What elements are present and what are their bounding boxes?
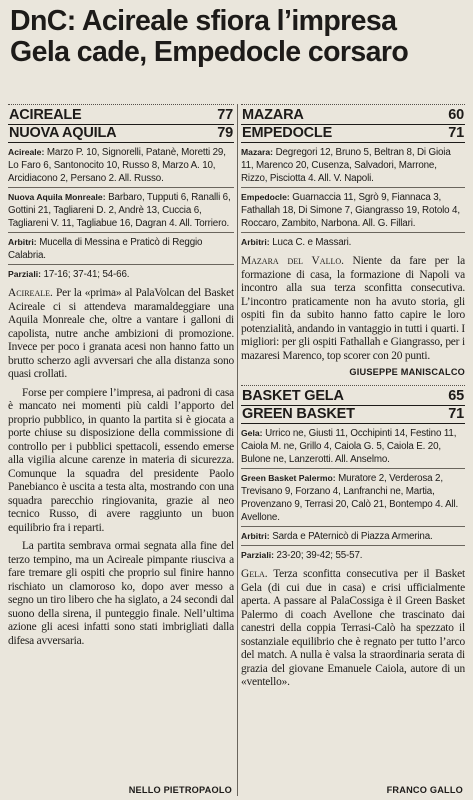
lineup-away: Nuova Aquila Monreale: Barbaro, Tupputi 6, Ranalli 6, Gottini 21, Tagliareni D. 2, Andrè 13, Cuccia 6, Tagliareni V. 11, Tagliabue 16, Dagran 4. All. Torriero. — [8, 191, 234, 233]
dotted-divider — [241, 385, 465, 386]
team-score: 79 — [217, 125, 233, 141]
article-columns — [8, 104, 465, 796]
team-name: NUOVA AQUILA — [9, 125, 117, 141]
dotted-divider — [241, 104, 465, 105]
score-row-home — [8, 107, 234, 125]
team-name: EMPEDOCLE — [242, 125, 333, 141]
lineup-home: Acireale: Marzo P. 10, Signorelli, Patanè, Moretti 29, Lo Faro 6, Santonocito 10, Russo 8, Marzo A. 10, Arcidiacono 2, Persano 2. All. Russo. — [8, 146, 234, 188]
team-score: 71 — [448, 125, 464, 141]
score-row-away — [241, 406, 465, 424]
score-row-home — [241, 107, 465, 125]
headline — [10, 6, 465, 68]
team-name: ACIREALE — [9, 107, 82, 123]
column-rule — [237, 104, 238, 796]
score-row-home — [241, 388, 465, 406]
lineup-home: Mazara: Degregori 12, Bruno 5, Beltran 8, Di Gioia 11, Marenco 20, Cusenza, Salvadori, Marrone, Rizzo, Pisciotta 4. All. V. Napoli. — [241, 146, 465, 188]
score-row-away — [241, 125, 465, 143]
score-row-away — [8, 125, 234, 143]
team-score: 65 — [448, 388, 464, 404]
paragraph-2: Forse per compiere l’impresa, ai padroni di casa è mancato nei momenti più caldi l’apporto del proprio pubblico, in quanto la partita si è giocata a porte chiuse su disposizione della commissione di controllo per i pubblici spettacoli, essendo emerse alla vigilia alcune carenze in materia di sicurezza. Comunque la squadra del presidente Paolo Panebianco è uscita a testa alta, mostrando con una squadra parecchio ringiovanita, grazie al neo tecnico Russo, di avere raggiunto un buon equilibrio fra i reparti. — [8, 386, 234, 534]
team-score: 60 — [448, 107, 464, 123]
lineup-away: Green Basket Palermo: Muratore 2, Verderosa 2, Trevisano 9, Forzano 4, Lanfranchi ne, Martia, Provenzano 9, Terrasi 20, Calò 21, Bontempo 4. All. Avellone. — [241, 472, 465, 527]
paragraph-2: Gela. Terza sconfitta consecutiva per il Basket Gela (di cui due in casa) e crisi ufficialmente aperta. A passare al PalaCossiga è il Green Basket Palermo di coach Avellone che trascinato dai canestri della coppia Terrasi-Calò ha spezzato il sostanziale equilibrio che è regnato per tutto l’arco del match. A nulla è valsa la straordinaria serata di grazia del giovane Emanuele Caiola, autore di un «ventello». — [241, 568, 465, 688]
referees: Arbitri: Mucella di Messina e Praticò di Reggio Calabria. — [8, 236, 234, 265]
team-name: BASKET GELA — [242, 388, 344, 404]
paragraph-3: La partita sembrava ormai segnata alla fine del terzo tempino, ma un Acireale pimpante riusciva a fare tremare gli ospiti che proprio sul finire hanno rischiato un clamoroso ko, dopo aver messo a segno un tiro libero che ha siglato, a 24 secondi dal suono della sirena, il punteggio finale. Nell’ultima azione gli acesi infatti sono stati imbrigliati dalla difesa avversaria. — [8, 540, 234, 647]
team-score: 77 — [217, 107, 233, 123]
referees: Arbitri: Sarda e PAternicò di Piazza Armerina. — [241, 530, 465, 546]
lineup-home: Gela: Urrico ne, Giusti 11, Occhipinti 14, Festino 11, Caiola M. ne, Grillo 4, Caiola G. 5, Caiola E. 20, Bulone ne, Lanzerotti. All. Anselmo. — [241, 427, 465, 469]
article-acireale — [8, 104, 234, 796]
article-mazara-gela — [241, 104, 465, 796]
paragraph-1: Acireale. Per la «prima» al PalaVolcan del Basket Acireale ci si attendeva maramaldeggiare una Aquila Monreale che, oltre a vantare i galloni di capolista, nutre anche ambizioni di promozione. Invece per poco i granata acesi non hanno fatto un brutto scherzo agli avversari che alla distanza sono quasi crollati. — [8, 287, 234, 380]
partials: Parziali: 23-20; 39-42; 55-57. — [241, 550, 363, 561]
author-byline: NELLO PIETROPAOLO — [128, 785, 232, 795]
team-name: GREEN BASKET — [242, 406, 355, 422]
team-name: MAZARA — [242, 107, 304, 123]
headline-line-1: DnC: Acireale sfiora l’impresa — [10, 5, 397, 37]
referees: Arbitri: Luca C. e Massari. — [241, 237, 352, 248]
paragraph-1: Mazara del Vallo. Niente da fare per la formazione di casa, la formazione di Napoli va incontro alla sua terza sconfitta consecutiva. L’incontro praticamente non ha avuto storia, gli ospiti fin da subito hanno fatto capire le loro potenzialità, andando in vantaggio in tutti i quarti. I migliori: per gli ospiti Fathallah e Giangrasso, per i mazaresi Marenco, top scorer con 20 punti. — [241, 255, 465, 362]
dotted-divider — [8, 104, 234, 105]
author-byline: GIUSEPPE MANISCALCO — [349, 367, 465, 377]
lineup-away: Empedocle: Guarnaccia 11, Sgrò 9, Fiannaca 3, Fathallah 18, Di Simone 7, Giangrasso 19, Rotolo 4, Roccaro, Zambito, Narbona. All. G. Fillari. — [241, 191, 465, 233]
headline-line-2: Gela cade, Empedocle corsaro — [10, 36, 409, 68]
author-byline: FRANCO GALLO — [386, 785, 463, 795]
team-score: 71 — [448, 406, 464, 422]
partials: Parziali: 17-16; 37-41; 54-66. — [8, 269, 130, 280]
